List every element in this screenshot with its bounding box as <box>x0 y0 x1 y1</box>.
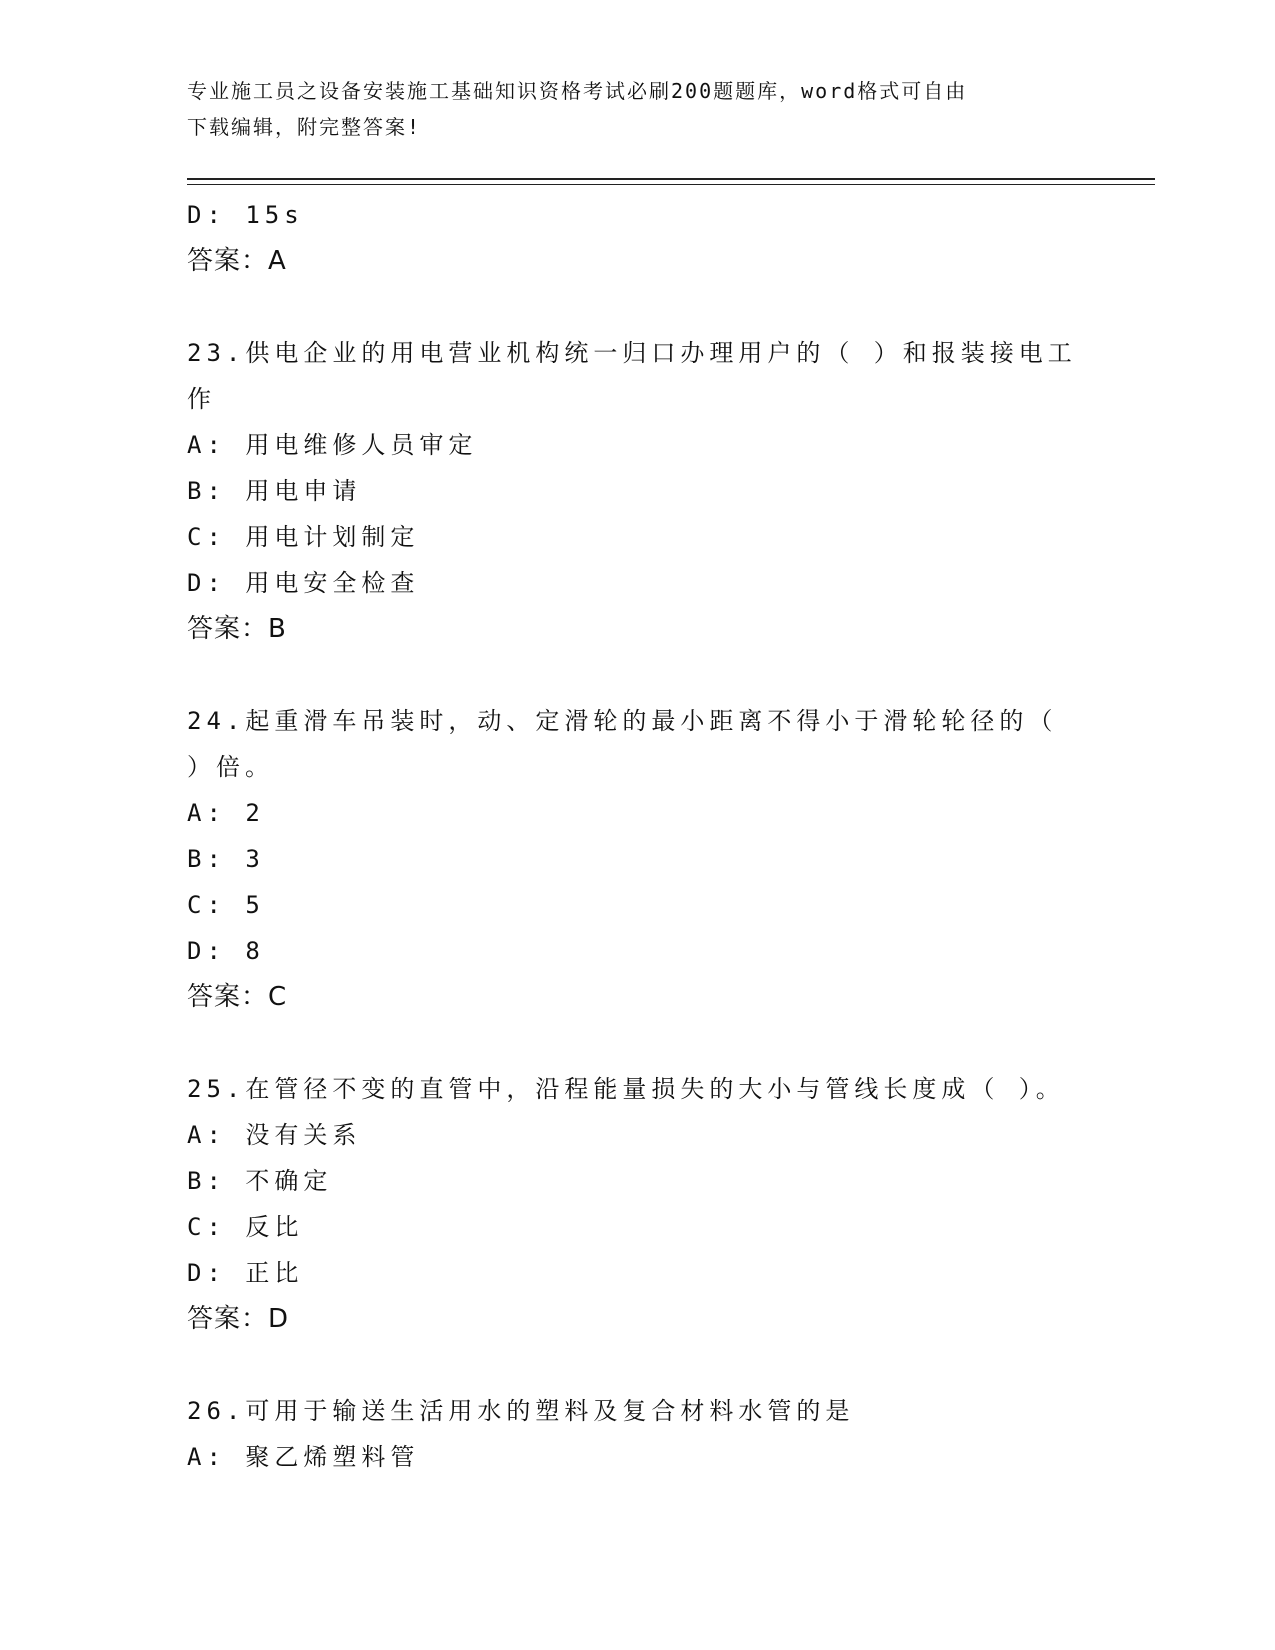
question-stem: 23.供电企业的用电营业机构统一归口办理用户的（ ）和报装接电工 <box>187 339 1077 367</box>
answer: 答案：B <box>187 614 287 644</box>
option-a: A: 没有关系 <box>187 1121 362 1149</box>
option-b: B: 不确定 <box>187 1167 333 1195</box>
question-26 <box>187 1388 1107 1480</box>
header-line-1: 专业施工员之设备安装施工基础知识资格考试必刷200题题库，word格式可自由 <box>187 79 968 103</box>
answer: 答案：D <box>187 1304 290 1334</box>
option-c: C: 反比 <box>187 1213 304 1241</box>
option-a: A: 用电维修人员审定 <box>187 431 478 459</box>
option-b: B: 3 <box>187 845 265 873</box>
answer: 答案：A <box>187 246 287 276</box>
option-d: D: 正比 <box>187 1259 304 1287</box>
header-line-2: 下载编辑，附完整答案! <box>187 115 422 139</box>
question-23 <box>187 330 1107 652</box>
option-a: A: 2 <box>187 799 265 827</box>
option-d: D: 8 <box>187 937 265 965</box>
answer: 答案：C <box>187 982 288 1012</box>
question-25 <box>187 1066 1107 1342</box>
question-stem-continued: ）倍。 <box>187 753 274 781</box>
question-list <box>187 192 1107 1480</box>
header-rule-thin <box>187 184 1155 185</box>
question-stem: 24.起重滑车吊装时，动、定滑轮的最小距离不得小于滑轮轮径的（ <box>187 707 1058 735</box>
option-d: D: 15s <box>187 201 304 229</box>
option-b: B: 用电申请 <box>187 477 362 505</box>
option-d: D: 用电安全检查 <box>187 569 420 597</box>
option-c: C: 用电计划制定 <box>187 523 420 551</box>
question-stem-continued: 作 <box>187 385 216 413</box>
document-header <box>187 73 1087 145</box>
question-stem: 25.在管径不变的直管中，沿程能量损失的大小与管线长度成（ ）。 <box>187 1075 1065 1103</box>
carryover-block <box>187 192 1107 284</box>
option-a: A: 聚乙烯塑料管 <box>187 1443 420 1471</box>
option-c: C: 5 <box>187 891 265 919</box>
header-rule-thick <box>187 178 1155 180</box>
question-stem: 26.可用于输送生活用水的塑料及复合材料水管的是 <box>187 1397 855 1425</box>
question-24 <box>187 698 1107 1020</box>
